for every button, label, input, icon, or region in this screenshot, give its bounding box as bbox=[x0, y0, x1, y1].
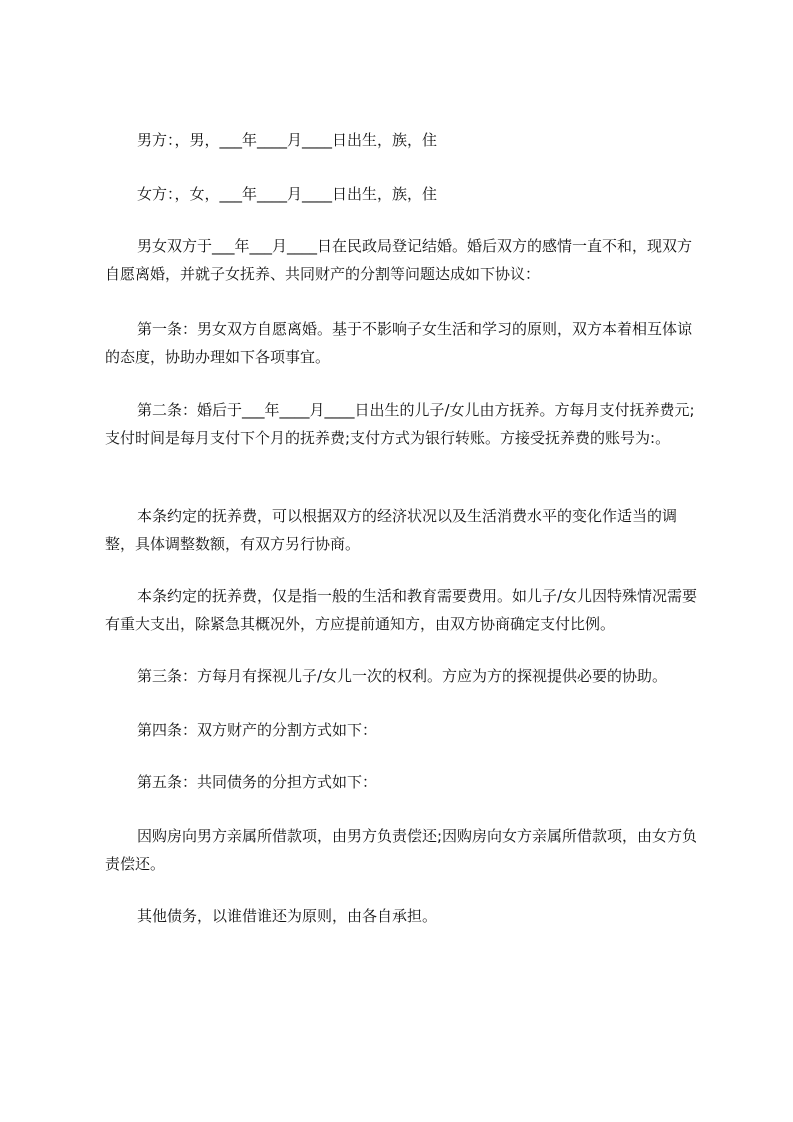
paragraph-housing-debt: 因购房向男方亲属所借款项，由男方负责偿还;因购房向女方亲属所借款项，由女方负责偿还。 bbox=[105, 827, 698, 873]
paragraph-marriage-registration: 男女双方于___年___月____日在民政局登记结婚。婚后双方的感情一直不和，现双方自愿离婚，并就子女抚养、共同财产的分割等问题达成如下协议： bbox=[105, 237, 693, 283]
paragraph-support-adjustment: 本条约定的抚养费，可以根据双方的经济状况以及生活消费水平的变化作适当的调整，具体调整数额，有双方另行协商。 bbox=[105, 507, 678, 553]
paragraph-article-4: 第四条：双方财产的分割方式如下： bbox=[137, 721, 378, 739]
paragraph-wife-info: 女方：，女，___年____月____日出生，族，住 bbox=[137, 185, 438, 203]
paragraph-article-1: 第一条：男女双方自愿离婚。基于不影响子女生活和学习的原则，双方本着相互体谅的态度，协助办理如下各项事宜。 bbox=[105, 320, 693, 366]
paragraph-article-3: 第三条：方每月有探视儿子/女儿一次的权利。方应为方的探视提供必要的协助。 bbox=[137, 667, 668, 685]
paragraph-article-2: 第二条：婚后于___年____月____日出生的儿子/女儿由方抚养。方每月支付抚养费元;支付时间是每月支付下个月的抚养费;支付方式为银行转账。方接受抚养费的账号为:。 bbox=[105, 401, 695, 447]
paragraph-other-debts: 其他债务，以谁借谁还为原则，由各自承担。 bbox=[137, 907, 438, 925]
paragraph-article-5: 第五条：共同债务的分担方式如下： bbox=[137, 773, 378, 791]
paragraph-support-scope: 本条约定的抚养费，仅是指一般的生活和教育需要费用。如儿子/女儿因特殊情况需要有重大支出，除紧急其概况外，方应提前通知方，由双方协商确定支付比例。 bbox=[105, 587, 698, 633]
paragraph-husband-info: 男方：，男，___年____月____日出生，族，住 bbox=[137, 131, 438, 149]
